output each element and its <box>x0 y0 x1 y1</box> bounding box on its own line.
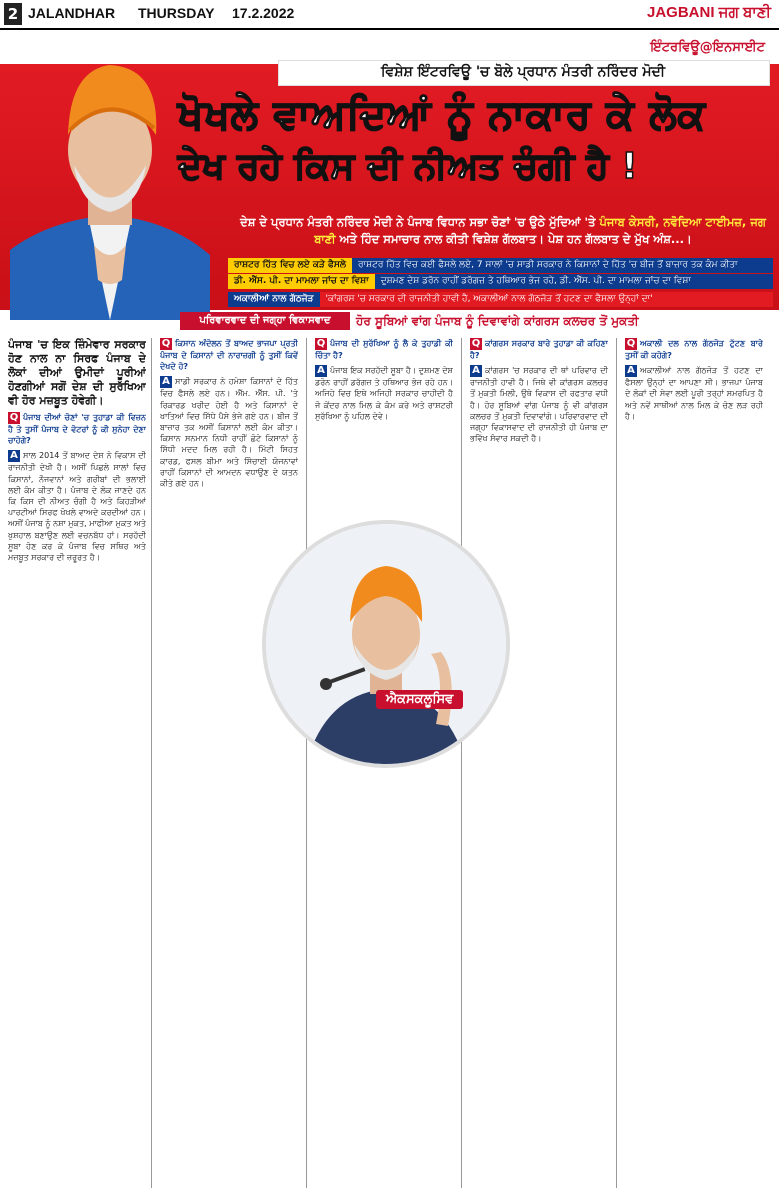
question: ਕਾਂਗਰਸ ਸਰਕਾਰ ਬਾਰੇ ਤੁਹਾਡਾ ਕੀ ਕਹਿਣਾ ਹੈ? <box>470 339 608 360</box>
deck <box>238 214 768 248</box>
answer-marker: A <box>625 365 637 377</box>
exclusive-tag: ਐਕਸਕਲੂਸਿਵ <box>376 690 463 709</box>
info-bar-2 <box>228 274 773 289</box>
info-bar-3 <box>228 292 773 307</box>
headline-line-2: ਦੇਖ ਰਹੇ ਕਿਸ ਦੀ ਨੀਅਤ ਚੰਗੀ ਹੈ ! <box>178 146 638 187</box>
question-marker: Q <box>626 338 636 349</box>
deck-part-2: ਅਤੇ ਹਿੰਦ ਸਮਾਚਾਰ ਨਾਲ ਕੀਤੀ ਵਿਸ਼ੇਸ਼ ਗੱਲਬਾਤ। ਪੇਸ਼ ਹਨ ਗੱਲਬਾਤ ਦੇ ਮੁੱਖ ਅੰਸ਼...। <box>339 232 692 246</box>
question-marker: Q <box>316 338 326 349</box>
edition-label: JALANDHAR <box>28 5 116 21</box>
inset-photo <box>262 520 510 768</box>
subhead-right: ਹੋਰ ਸੂਬਿਆਂ ਵਾਂਗ ਪੰਜਾਬ ਨੂੰ ਦਿਵਾਵਾਂਗੇ ਕਾਂਗਰਸ ਕਲਚਰ ਤੋਂ ਮੁਕਤੀ <box>356 314 639 328</box>
headline-line-1: ਖੋਖਲੇ ਵਾਅਦਿਆਂ ਨੂੰ ਨਾਕਾਰ ਕੇ ਲੋਕ <box>178 92 706 138</box>
article-column-5 <box>625 338 763 1188</box>
info-bar-label: ਰਾਸ਼ਟਰ ਹਿੱਤ ਵਿਚ ਲਏ ਕੜੇ ਫੈਸਲੇ <box>228 258 352 273</box>
page-number: 2 <box>4 3 22 25</box>
column-divider <box>461 338 462 1188</box>
info-bar-text: 'ਕਾਂਗਰਸ 'ਚ ਸਰਕਾਰ ਦੀ ਰਾਜਨੀਤੀ ਹਾਵੀ ਹੈ, ਅਕਾਲੀਆਂ ਨਾਲ ਗੱਠਜੋੜ ਤੋਂ ਹਟਣ ਦਾ ਫੈਸਲਾ ਉਨ੍ਹਾਂ ਦਾ' <box>325 294 653 304</box>
answer: ਸਾਡੀ ਸਰਕਾਰ ਨੇ ਹਮੇਸ਼ਾ ਕਿਸਾਨਾਂ ਦੇ ਹਿੱਤ ਵਿਚ ਫੈਸਲੇ ਲਏ ਹਨ। ਐੱਮ. ਐੱਸ. ਪੀ. 'ਤੇ ਰਿਕਾਰਡ ਖਰੀਦ ਹੋਈ ਹੈ ਅਤੇ ਕਿਸਾਨਾਂ ਦੇ ਖਾਤਿਆਂ ਵਿਚ ਸਿੱਧੇ ਪੈਸੇ ਭੇਜੇ ਗਏ ਹਨ। ਬੀਜ ਤੋਂ ਬਾਜ਼ਾਰ ਤਕ ਅਸੀਂ ਕਿਸਾਨਾਂ ਲਈ ਕੰਮ ਕੀਤਾ। ਕਿਸਾਨ ਸਨਮਾਨ ਨਿਧੀ ਰਾਹੀਂ ਛੋਟੇ ਕਿਸਾਨਾਂ ਨੂੰ ਸਿੱਧੀ ਮਦਦ ਮਿਲ ਰਹੀ ਹੈ। ਮਿੱਟੀ ਸਿਹਤ ਕਾਰਡ, ਫਸਲ ਬੀਮਾ ਅਤੇ ਸਿੰਚਾਈ ਯੋਜਨਾਵਾਂ ਰਾਹੀਂ ਕਿਸਾਨਾਂ ਦੀ ਆਮਦਨ ਵਧਾਉਣ ਦੇ ਯਤਨ ਕੀਤੇ ਗਏ ਹਨ। <box>160 377 298 489</box>
section-tag: ਇੰਟਰਵਿਊ@ਇਨਸਾਈਟ <box>650 40 765 55</box>
article-column-1 <box>8 338 146 1188</box>
deck-part-1: ਦੇਸ਼ ਦੇ ਪ੍ਰਧਾਨ ਮੰਤਰੀ ਨਰਿੰਦਰ ਮੋਦੀ ਨੇ ਪੰਜਾਬ ਵਿਧਾਨ ਸਭਾ ਚੋਣਾਂ 'ਚ ਉਠੇ ਮੁੱਦਿਆਂ 'ਤੇ <box>240 215 596 229</box>
answer-marker: A <box>8 450 20 462</box>
deck-highlight-2: ਜਗ ਬਾਣੀ <box>314 215 766 246</box>
deck-highlight-1: ਪੰਜਾਬ ਕੇਸਰੀ, ਨਵੋਦਿਆ ਟਾਈਮਜ਼, <box>599 215 747 229</box>
question: ਅਕਾਲੀ ਦਲ ਨਾਲ ਗੱਠਜੋੜ ਟੁੱਟਣ ਬਾਰੇ ਤੁਸੀਂ ਕੀ ਕਹੋਗੇ? <box>625 339 763 360</box>
subhead-left: ਪਰਿਵਾਰਵਾਦ ਦੀ ਜਗ੍ਹਾ ਵਿਕਾਸਵਾਦ <box>180 312 350 330</box>
answer-marker: A <box>470 365 482 377</box>
question: ਪੰਜਾਬ ਦੀ ਸੁਰੱਖਿਆ ਨੂੰ ਲੈ ਕੇ ਤੁਹਾਡੀ ਕੀ ਚਿੰਤਾ ਹੈ? <box>315 339 453 360</box>
question: ਪੰਜਾਬ ਦੀਆਂ ਚੋਣਾਂ 'ਚ ਤੁਹਾਡਾ ਕੀ ਵਿਜ਼ਨ ਹੈ ਤੇ ਤੁਸੀਂ ਪੰਜਾਬ ਦੇ ਵੋਟਰਾਂ ਨੂੰ ਕੀ ਸੁਨੇਹਾ ਦੇਣਾ ਚਾਹੋਗੇ? <box>8 413 146 446</box>
date-label: 17.2.2022 <box>232 5 295 21</box>
question-marker: Q <box>161 338 171 349</box>
column-divider <box>306 338 307 1188</box>
day-label: THURSDAY <box>138 5 215 21</box>
answer: ਸਾਲ 2014 ਤੋਂ ਬਾਅਦ ਦੇਸ਼ ਨੇ ਵਿਕਾਸ ਦੀ ਰਾਜਨੀਤੀ ਦੇਖੀ ਹੈ। ਅਸੀਂ ਪਿਛਲੇ ਸਾਲਾਂ ਵਿਚ ਕਿਸਾਨਾਂ, ਨੌਜਵਾਨਾਂ ਅਤੇ ਗਰੀਬਾਂ ਦੀ ਭਲਾਈ ਲਈ ਕੰਮ ਕੀਤਾ ਹੈ। ਪੰਜਾਬ ਦੇ ਲੋਕ ਜਾਣਦੇ ਹਨ ਕਿ ਕਿਸ ਦੀ ਨੀਅਤ ਚੰਗੀ ਹੈ ਅਤੇ ਕਿਹੜੀਆਂ ਪਾਰਟੀਆਂ ਸਿਰਫ ਖੋਖਲੇ ਵਾਅਦੇ ਕਰਦੀਆਂ ਹਨ। ਅਸੀਂ ਪੰਜਾਬ ਨੂੰ ਨਸ਼ਾ ਮੁਕਤ, ਮਾਫੀਆ ਮੁਕਤ ਅਤੇ ਖੁਸ਼ਹਾਲ ਬਣਾਉਣ ਲਈ ਵਚਨਬੱਧ ਹਾਂ। ਸਰਹੱਦੀ ਸੂਬਾ ਹੋਣ ਕਰ ਕੇ ਪੰਜਾਬ ਵਿਚ ਸਥਿਰ ਅਤੇ ਮਜ਼ਬੂਤ ਸਰਕਾਰ ਦੀ ਜ਼ਰੂਰਤ ਹੈ। <box>8 451 146 563</box>
answer: ਪੰਜਾਬ ਇਕ ਸਰਹੱਦੀ ਸੂਬਾ ਹੈ। ਦੁਸ਼ਮਣ ਦੇਸ਼ ਡਰੋਨ ਰਾਹੀਂ ਡਰੱਗਜ਼ ਤੇ ਹਥਿਆਰ ਭੇਜ ਰਹੇ ਹਨ। ਅਜਿਹੇ ਵਿਚ ਇਥੇ ਅਜਿਹੀ ਸਰਕਾਰ ਚਾਹੀਦੀ ਹੈ ਜੋ ਕੇਂਦਰ ਨਾਲ ਮਿਲ ਕੇ ਕੰਮ ਕਰੇ ਅਤੇ ਰਾਸ਼ਟਰੀ ਸੁਰੱਖਿਆ ਨੂੰ ਪਹਿਲ ਦੇਵੇ। <box>315 366 453 421</box>
question: ਕਿਸਾਨ ਅੰਦੋਲਨ ਤੋਂ ਬਾਅਦ ਭਾਜਪਾ ਪ੍ਰਤੀ ਪੰਜਾਬ ਦੇ ਕਿਸਾਨਾਂ ਦੀ ਨਾਰਾਜ਼ਗੀ ਨੂੰ ਤੁਸੀਂ ਕਿਵੇਂ ਦੇਖਦੇ ਹੋ? <box>160 339 298 372</box>
speaker-illustration <box>266 524 506 764</box>
kicker: ਵਿਸ਼ੇਸ਼ ਇੰਟਰਵਿਊ 'ਚ ਬੋਲੇ ਪ੍ਰਧਾਨ ਮੰਤਰੀ ਨਰਿੰਦਰ ਮੋਦੀ <box>380 64 666 80</box>
info-bar-label: ਡੀ. ਐੱਸ. ਪੀ. ਦਾ ਮਾਮਲਾ ਜਾਂਚ ਦਾ ਵਿਸ਼ਾ <box>228 274 375 289</box>
info-bar-text: ਰਾਸ਼ਟਰ ਹਿੱਤ ਵਿਚ ਕਈ ਫੈਸਲੇ ਲਏ, 7 ਸਾਲਾਂ 'ਚ ਸਾਡੀ ਸਰਕਾਰ ਨੇ ਕਿਸਾਨਾਂ ਦੇ ਹਿੱਤ 'ਚ ਬੀਜ ਤੋਂ ਬਾਜ਼ਾਰ ਤਕ ਕੰਮ ਕੀਤਾ <box>358 260 738 270</box>
intro-paragraph: ਪੰਜਾਬ 'ਚ ਇਕ ਜ਼ਿੰਮੇਵਾਰ ਸਰਕਾਰ ਹੋਣ ਨਾਲ ਨਾ ਸਿਰਫ ਪੰਜਾਬ ਦੇ ਲੋਕਾਂ ਦੀਆਂ ਉਮੀਦਾਂ ਪੂਰੀਆਂ ਹੋਣਗੀਆਂ ਸਗੋਂ ਦੇਸ਼ ਦੀ ਸੁਰੱਖਿਆ ਵੀ ਹੋਰ ਮਜ਼ਬੂਤ ਹੋਵੇਗੀ। <box>8 338 146 407</box>
info-bar-1 <box>228 258 773 273</box>
info-bar-label: ਅਕਾਲੀਆਂ ਨਾਲ ਗੱਠਜੋੜ <box>228 292 320 307</box>
answer-marker: A <box>315 365 327 377</box>
column-divider <box>616 338 617 1188</box>
article-column-2 <box>160 338 298 1188</box>
answer-marker: A <box>160 376 172 388</box>
info-bar-text: ਦੁਸ਼ਮਣ ਦੇਸ਼ ਡਰੋਨ ਰਾਹੀਂ ਡਰੱਗਜ਼ ਤੇ ਹਥਿਆਰ ਭੇਜ ਰਹੇ, ਡੀ. ਐੱਸ. ਪੀ. ਦਾ ਮਾਮਲਾ ਜਾਂਚ ਦਾ ਵਿਸ਼ਾ <box>380 276 691 286</box>
brand-logo: JAGBANI ਜਗ ਬਾਣੀ <box>646 4 771 21</box>
question-marker: Q <box>471 338 481 349</box>
question-marker: Q <box>9 412 19 423</box>
answer: ਕਾਂਗਰਸ 'ਚ ਸਰਕਾਰ ਦੀ ਥਾਂ ਪਰਿਵਾਰ ਦੀ ਰਾਜਨੀਤੀ ਹਾਵੀ ਹੈ। ਜਿਥੇ ਵੀ ਕਾਂਗਰਸ ਕਲਚਰ ਤੋਂ ਮੁਕਤੀ ਮਿਲੀ, ਉਥੇ ਵਿਕਾਸ ਦੀ ਰਫਤਾਰ ਵਧੀ ਹੈ। ਹੋਰ ਸੂਬਿਆਂ ਵਾਂਗ ਪੰਜਾਬ ਨੂੰ ਵੀ ਕਾਂਗਰਸ ਕਲਚਰ ਤੋਂ ਮੁਕਤੀ ਦਿਵਾਵਾਂਗੇ। ਪਰਿਵਾਰਵਾਦ ਦੀ ਜਗ੍ਹਾ ਵਿਕਾਸਵਾਦ ਦੀ ਰਾਜਨੀਤੀ ਹੀ ਪੰਜਾਬ ਦਾ ਭਵਿੱਖ ਸੰਵਾਰ ਸਕਦੀ ਹੈ। <box>470 366 608 444</box>
column-divider <box>151 338 152 1188</box>
article-column-4 <box>470 338 608 1188</box>
answer: ਅਕਾਲੀਆਂ ਨਾਲ ਗੱਠਜੋੜ ਤੋਂ ਹਟਣ ਦਾ ਫੈਸਲਾ ਉਨ੍ਹਾਂ ਦਾ ਆਪਣਾ ਸੀ। ਭਾਜਪਾ ਪੰਜਾਬ ਦੇ ਲੋਕਾਂ ਦੀ ਸੇਵਾ ਲਈ ਪੂਰੀ ਤਰ੍ਹਾਂ ਸਮਰਪਿਤ ਹੈ ਅਤੇ ਨਵੇਂ ਸਾਥੀਆਂ ਨਾਲ ਮਿਲ ਕੇ ਚੋਣ ਲੜ ਰਹੀ ਹੈ। <box>625 366 763 421</box>
